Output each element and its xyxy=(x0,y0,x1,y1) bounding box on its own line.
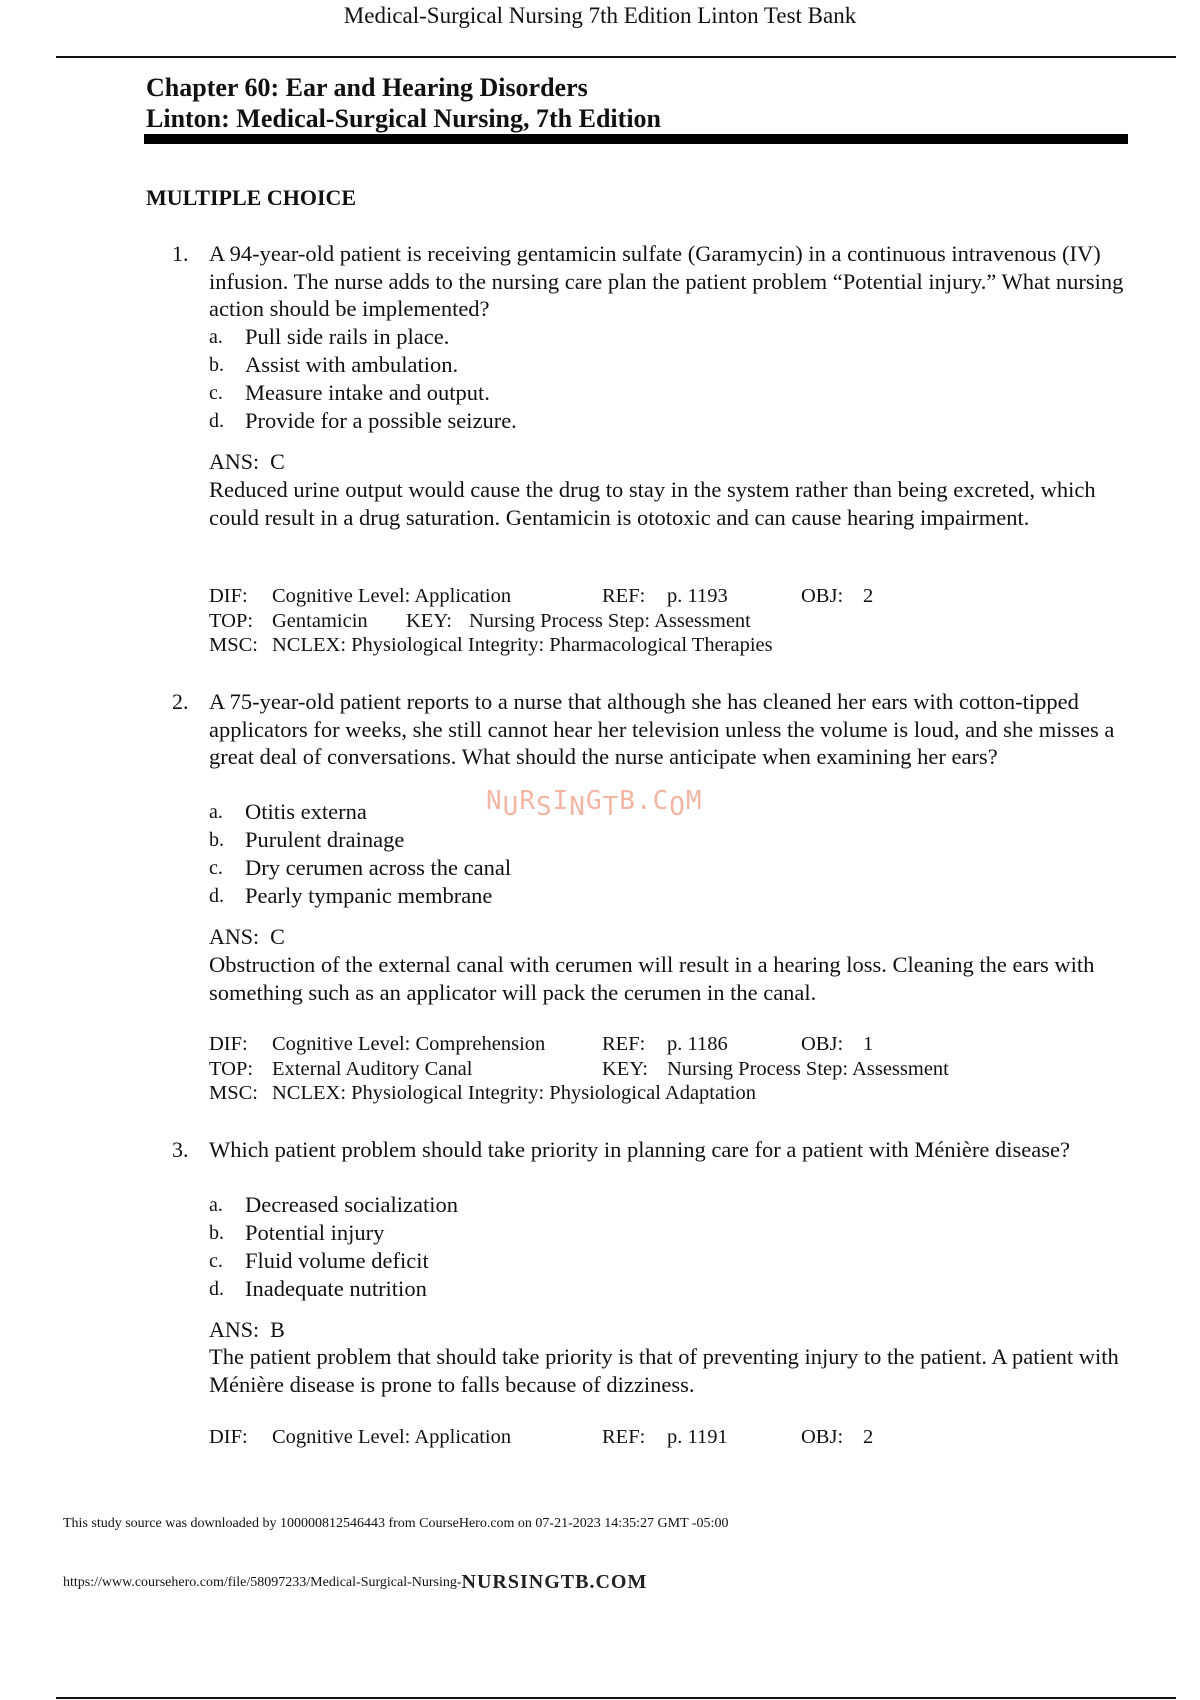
option-letter: c. xyxy=(209,382,223,404)
obj-value: 2 xyxy=(863,1426,874,1448)
option-letter: a. xyxy=(209,801,223,823)
ans-label: ANS: xyxy=(209,924,260,949)
option-text: Inadequate nutrition xyxy=(245,1276,427,1301)
ref-label: REF: xyxy=(602,1426,646,1448)
option-letter: c. xyxy=(209,857,223,879)
watermark-letter: O xyxy=(669,792,686,822)
meta-line-msc xyxy=(209,633,1159,658)
book-title: Linton: Medical-Surgical Nursing, 7th Edition xyxy=(146,104,661,133)
section-heading: MULTIPLE CHOICE xyxy=(146,185,357,210)
option-text: Measure intake and output. xyxy=(245,380,490,405)
rationale: Obstruction of the external canal with cerumen will result in a hearing loss. Cleaning the ears with something such as an applicator will pack the cerumen in the canal. xyxy=(209,952,1095,1005)
dif-value: Cognitive Level: Application xyxy=(272,1426,512,1448)
dif-label: DIF: xyxy=(209,1033,248,1055)
bottom-divider xyxy=(56,1697,1176,1699)
top-label: TOP: xyxy=(209,609,254,632)
chapter-title: Chapter 60: Ear and Hearing Disorders xyxy=(146,73,588,102)
question-stem: A 75-year-old patient reports to a nurse that although she has cleaned her ears with cotton-tipped applicators for weeks, she still cannot hear her television unless the volume is loud, and she misses a great deal of conversations. What should the nurse anticipate when examining her ears? xyxy=(209,689,1115,769)
watermark-letter: B xyxy=(619,786,636,816)
option-text: Assist with ambulation. xyxy=(245,352,459,377)
question-metadata xyxy=(209,1032,1159,1106)
option-text: Purulent drainage xyxy=(245,827,405,852)
option-letter: d. xyxy=(209,410,224,432)
option-letter: a. xyxy=(209,1194,223,1216)
ans-label: ANS: xyxy=(209,1317,260,1342)
header-divider xyxy=(56,56,1176,58)
key-label: KEY: xyxy=(406,609,452,632)
option-letter: d. xyxy=(209,885,224,907)
meta-line-top xyxy=(209,1057,1159,1082)
msc-label: MSC: xyxy=(209,634,258,656)
watermark-letter: T xyxy=(602,792,620,822)
answer-line xyxy=(209,448,285,475)
meta-line-dif xyxy=(209,584,1159,609)
question-number: 3. xyxy=(172,1137,189,1162)
watermark-letter: C xyxy=(652,786,670,816)
running-header: Medical-Surgical Nursing 7th Edition Linton Test Bank xyxy=(343,3,857,28)
answer-value: B xyxy=(270,1317,285,1342)
watermark xyxy=(486,786,703,822)
title-divider xyxy=(144,134,1128,144)
watermark-letter: N xyxy=(486,786,503,816)
watermark-letter: . xyxy=(635,786,653,816)
top-value: External Auditory Canal xyxy=(272,1057,473,1080)
option-text: Otitis externa xyxy=(245,799,367,824)
option-letter: b. xyxy=(209,829,224,851)
option-text: Dry cerumen across the canal xyxy=(245,855,512,880)
rationale: Reduced urine output would cause the drug to stay in the system rather than being excreted, which could result in a drug saturation. Gentamicin is ototoxic and can cause hearing impairment. xyxy=(209,477,1096,530)
footer-url-link[interactable]: https://www.coursehero.com/file/58097233/Medical-Surgical-Nursing- xyxy=(63,1575,462,1590)
answer-value: C xyxy=(270,924,285,949)
ref-value: p. 1191 xyxy=(667,1426,728,1448)
watermark-letter: S xyxy=(535,792,553,822)
obj-label: OBJ: xyxy=(801,1426,844,1448)
option-text: Provide for a possible seizure. xyxy=(245,408,517,433)
option-text: Pearly tympanic membrane xyxy=(245,883,493,908)
question-metadata xyxy=(209,1425,1159,1450)
answer-value: C xyxy=(270,449,285,474)
question-stem: Which patient problem should take priority in planning care for a patient with Ménière disease? xyxy=(209,1137,1070,1162)
watermark-letter: U xyxy=(502,792,520,822)
watermark-letter: M xyxy=(685,786,703,816)
footer-watermark-overlay: NURSINGTB.COM xyxy=(461,1571,648,1593)
msc-value: NCLEX: Physiological Integrity: Pharmacological Therapies xyxy=(272,634,773,656)
ref-label: REF: xyxy=(602,1033,646,1055)
obj-label: OBJ: xyxy=(801,585,844,607)
ans-label: ANS: xyxy=(209,449,260,474)
dif-label: DIF: xyxy=(209,1426,248,1448)
ref-label: REF: xyxy=(602,585,646,607)
option-text: Potential injury xyxy=(245,1220,385,1245)
question-number: 1. xyxy=(172,241,189,266)
question-metadata xyxy=(209,584,1159,658)
option-letter: d. xyxy=(209,1278,224,1300)
meta-line-msc xyxy=(209,1081,1159,1106)
watermark-letter: I xyxy=(552,786,570,816)
obj-value: 2 xyxy=(863,585,874,607)
top-label: TOP: xyxy=(209,1057,254,1080)
meta-line-dif xyxy=(209,1032,1159,1057)
option-letter: b. xyxy=(209,1222,224,1244)
dif-label: DIF: xyxy=(209,585,248,607)
key-value: Nursing Process Step: Assessment xyxy=(469,609,751,632)
meta-line-dif xyxy=(209,1425,1159,1450)
footer-url-line xyxy=(63,1572,647,1593)
rationale: The patient problem that should take priority is that of preventing injury to the patient. A patient with Ménière disease is prone to falls because of dizziness. xyxy=(209,1344,1119,1397)
msc-label: MSC: xyxy=(209,1082,258,1104)
top-value: Gentamicin xyxy=(272,609,368,632)
obj-label: OBJ: xyxy=(801,1033,844,1055)
option-letter: b. xyxy=(209,354,224,376)
key-label: KEY: xyxy=(602,1057,648,1080)
answer-line xyxy=(209,1316,285,1343)
option-letter: c. xyxy=(209,1250,223,1272)
dif-value: Cognitive Level: Application xyxy=(272,585,512,607)
answer-line xyxy=(209,923,285,950)
option-text: Decreased socialization xyxy=(245,1192,459,1217)
ref-value: p. 1193 xyxy=(667,585,728,607)
msc-value: NCLEX: Physiological Integrity: Physiological Adaptation xyxy=(272,1082,756,1104)
question-stem: A 94-year-old patient is receiving gentamicin sulfate (Garamycin) in a continuous intravenous (IV) infusion. The nurse adds to the nursing care plan the patient problem “Potential injury.” What nursing action should be implemented? xyxy=(209,241,1124,321)
question-number: 2. xyxy=(172,689,189,714)
option-text: Fluid volume deficit xyxy=(245,1248,429,1273)
key-value: Nursing Process Step: Assessment xyxy=(667,1057,949,1080)
option-text: Pull side rails in place. xyxy=(245,324,450,349)
watermark-letter: N xyxy=(569,792,586,822)
meta-line-top xyxy=(209,609,1159,634)
obj-value: 1 xyxy=(863,1033,874,1055)
footer-source-line: This study source was downloaded by 100000812546443 from CourseHero.com on 07-21-2023 14:35:27 GMT -05:00 xyxy=(63,1516,729,1531)
watermark-letter: R xyxy=(519,786,536,816)
dif-value: Cognitive Level: Comprehension xyxy=(272,1033,546,1055)
ref-value: p. 1186 xyxy=(667,1033,728,1055)
watermark-letter: G xyxy=(585,786,603,816)
option-letter: a. xyxy=(209,326,223,348)
